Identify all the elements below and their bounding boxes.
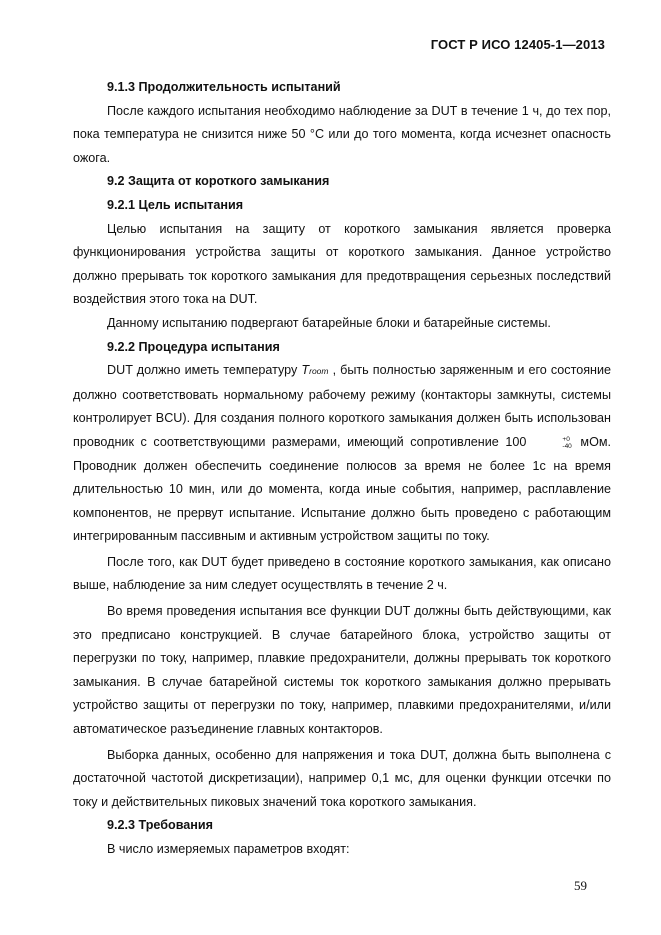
paragraph-9-2-2-functions: Во время проведения испытания все функции DUT должны быть действующими, как это предписано конструкцией. В случае батарейного блока, устройство защиты от перегрузки по току, например, плавкие предохранители, должны прерывать ток короткого замыкания. В случае батарейной системы ток короткого замыкания должно прерывать устройство защиты от перегрузки по току, например, плавкими предохранителями, и/или автоматическое разъединение главных контакторов. — [73, 604, 611, 737]
paragraph-9-2-2-observation: После того, как DUT будет приведено в состояние короткого замыкания, как описано выше, наблюдение за ним следует осуществлять в течение 2 ч. — [73, 554, 611, 593]
document-body — [73, 76, 611, 862]
paragraph-9-2-1-purpose: Целью испытания на защиту от короткого замыкания является проверка функционирования устройства защиты от короткого замыкания. Данное устройство должно прерывать ток короткого замыкания для предотвращения серьезных последствий воздействия этого тока на DUT. — [73, 221, 611, 307]
paragraph-9-2-2-sampling: Выборка данных, особенно для напряжения и тока DUT, должна быть выполнена с достаточной частотой дискретизации), например 0,1 мс, для оценки функции отсечки по току и действительных пиковых значений тока короткого замыкания. — [73, 747, 611, 809]
temperature-subscript: room — [309, 366, 329, 377]
heading-9-1-3: 9.1.3 Продолжительность испытаний — [107, 80, 341, 94]
resistance-tolerance — [528, 436, 571, 450]
document-id-header: ГОСТ Р ИСО 12405-1—2013 — [430, 37, 605, 52]
tolerance-plus: +0 — [562, 435, 570, 443]
procedure-text-a: DUT должно иметь температуру — [107, 363, 298, 378]
paragraph-9-1-3-duration: После каждого испытания необходимо наблюдение за DUT в течение 1 ч, до тех пор, пока температура не снизится ниже 50 °С или до того момента, когда исчезнет опасность ожога. — [73, 103, 611, 165]
paragraph-9-2-3-parameters: В число измеряемых параметров входят: — [107, 842, 350, 856]
heading-9-2-2: 9.2.2 Процедура испытания — [107, 339, 280, 354]
procedure-text-b: , быть полностью заряженным и его состояние должно соответствовать нормальному рабочему режиму (контакторы замкнуты, системы контролирует BCU). Для создания полного короткого замыкания должен быть использован проводник с соответствующими размерами, имеющий сопротивление — [73, 363, 612, 449]
tolerance-minus: -40 — [562, 442, 572, 450]
paragraph-9-2-2-procedure — [73, 359, 611, 549]
page-number: 59 — [574, 878, 587, 893]
procedure-text-c: мОм. Проводник должен обеспечить соединение полюсов за время не более 1с на время длительностью 10 мин, или до момента, когда иные события, например, расплавление компонентов, не прервут испытание. Испытание должно быть проведено с работающим интегрированным пассивным и активным устройством защиты по току. — [73, 434, 612, 544]
heading-9-2-3: 9.2.3 Требования — [107, 818, 214, 833]
resistance-value: 100 — [505, 434, 527, 449]
paragraph-9-2-1-subjects: Данному испытанию подвергают батарейные блоки и батарейные системы. — [107, 315, 551, 330]
temperature-symbol: T — [301, 363, 310, 378]
heading-9-2-1: 9.2.1 Цель испытания — [107, 197, 244, 212]
heading-9-2: 9.2 Защита от короткого замыкания — [107, 174, 330, 189]
